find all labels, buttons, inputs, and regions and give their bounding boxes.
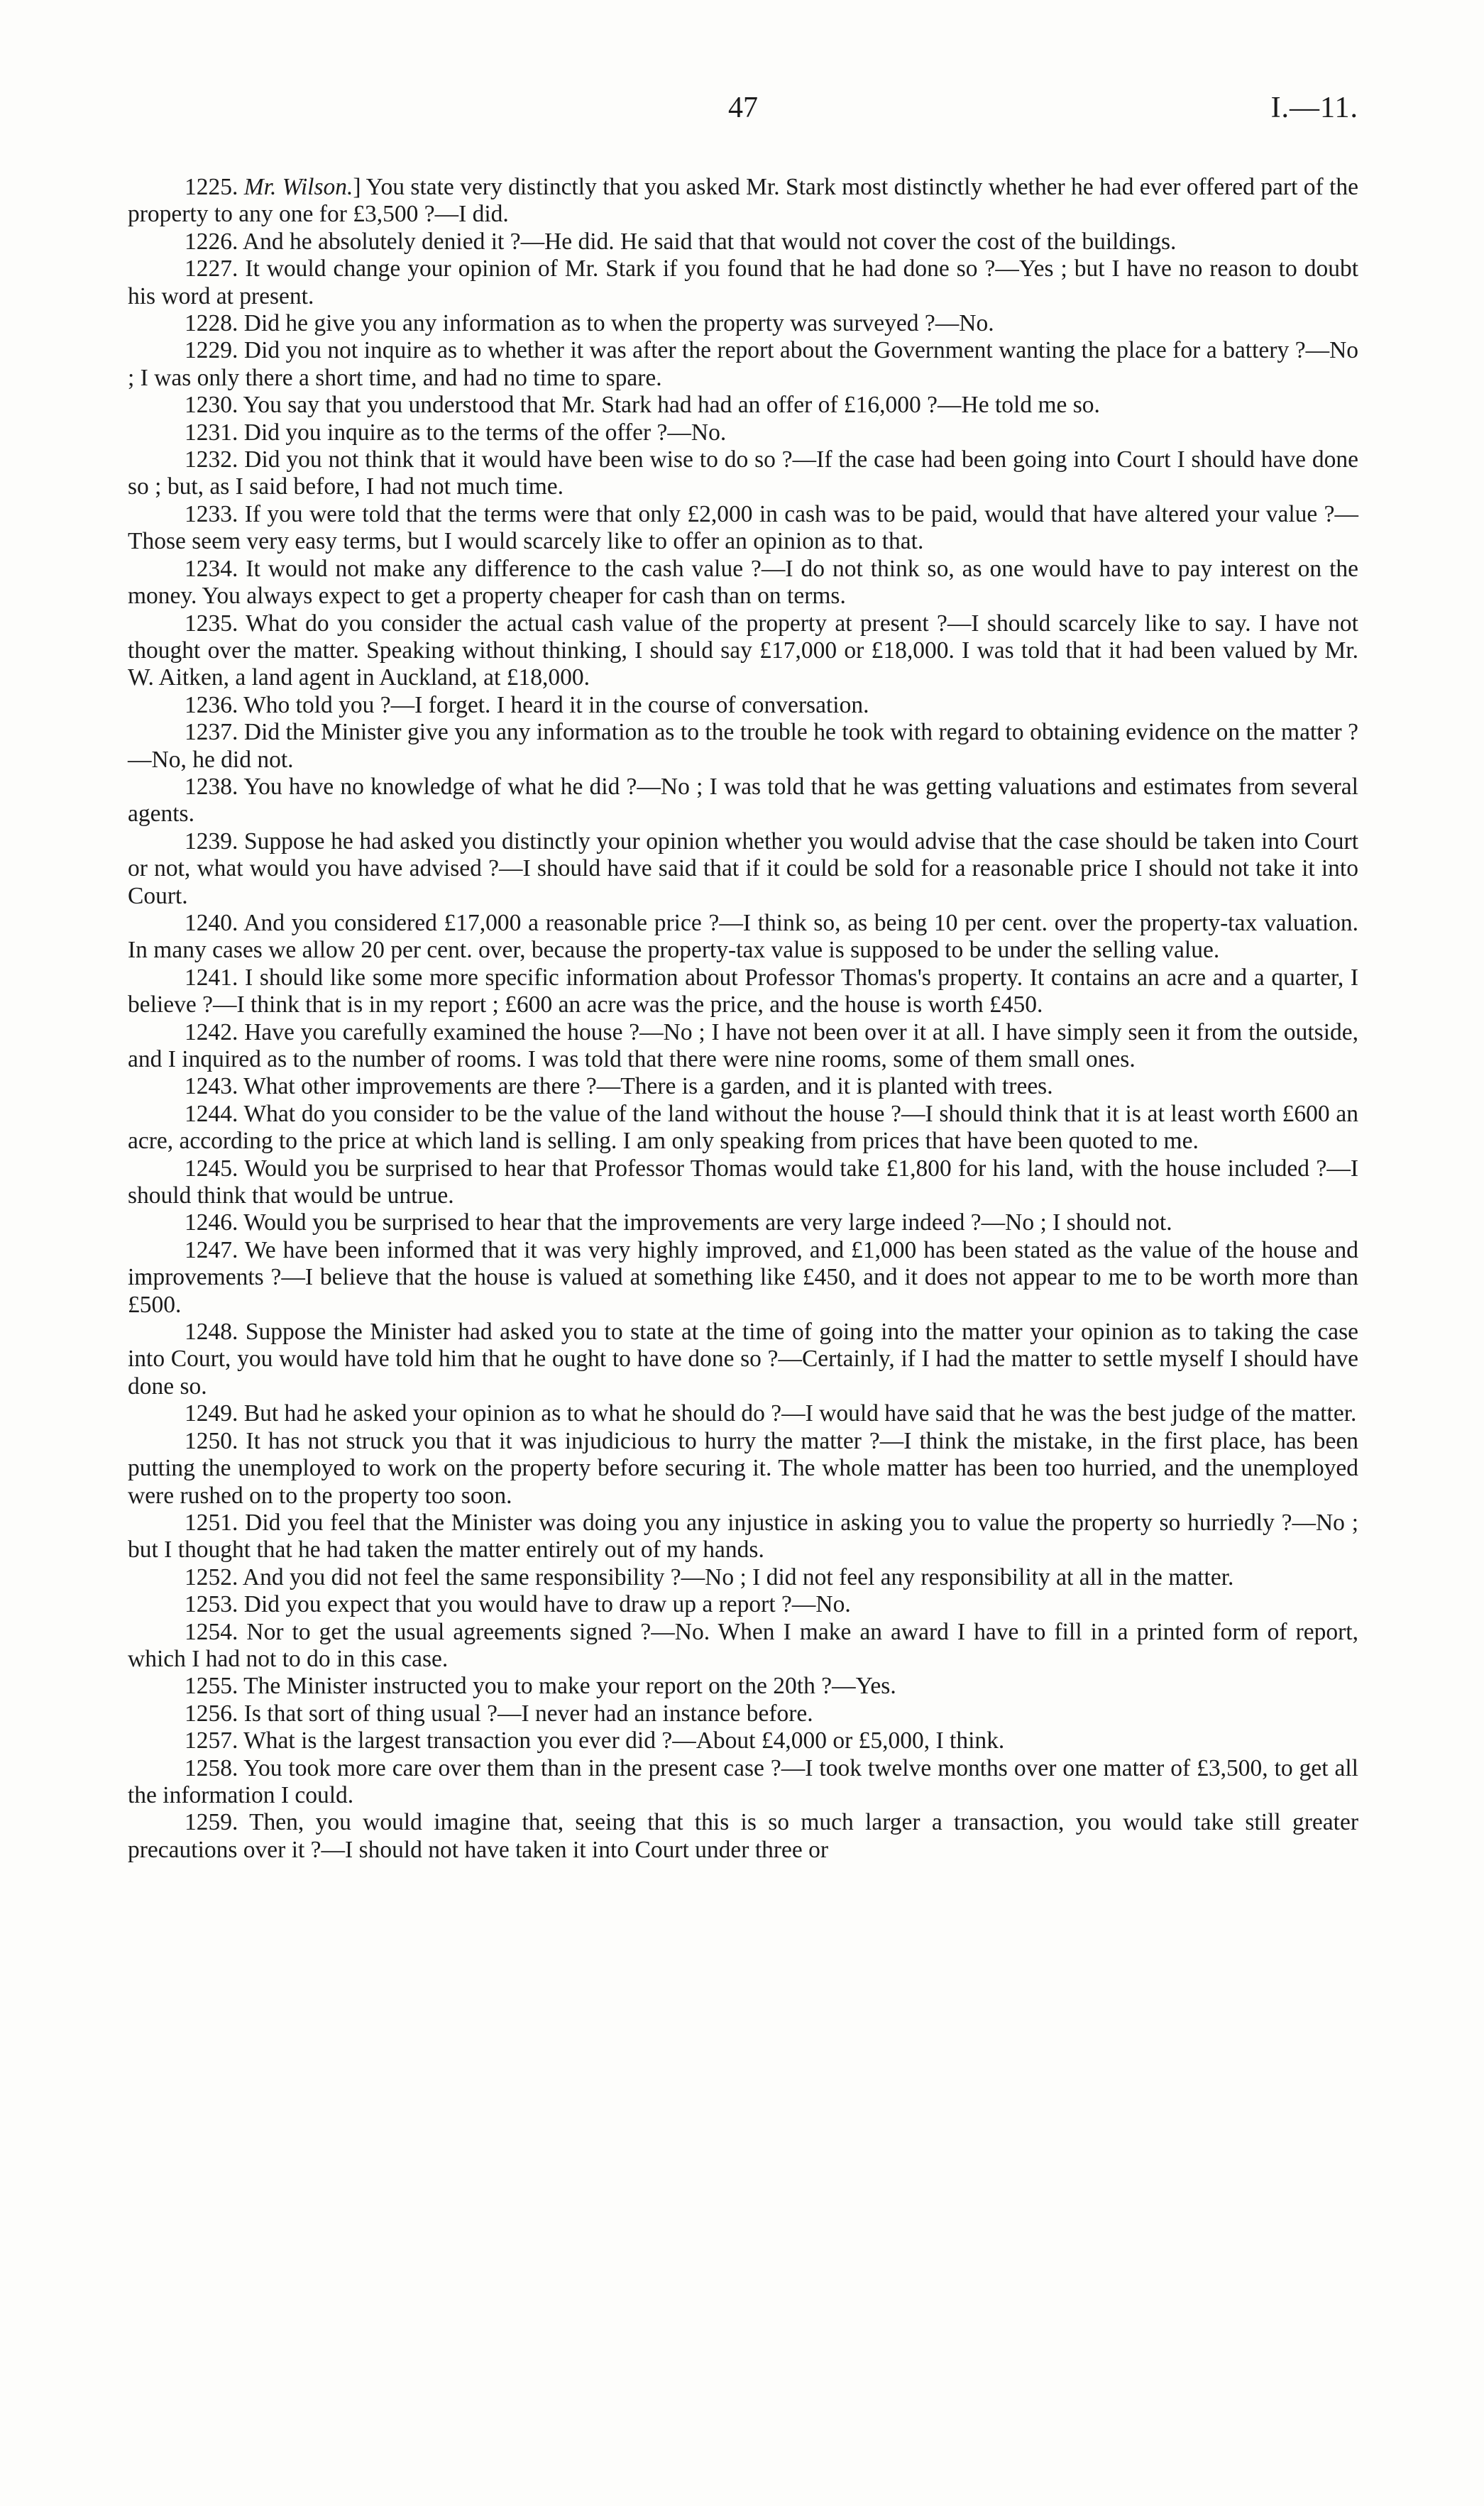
question-number: 1237.	[185, 719, 238, 746]
paragraph-text: And you considered £17,000 a reasonable price ?—I think so, as being 10 per cent. over the property-tax valuation. In many cases we allow 20 per cent. over, because the property-tax value is supposed to be under the selling value.	[128, 909, 1359, 964]
testimony-paragraph	[128, 1237, 1358, 1319]
paragraph-text: But had he asked your opinion as to what he should do ?—I would have said that he was the best judge of the matter.	[243, 1400, 1357, 1427]
testimony-paragraph	[128, 1155, 1358, 1210]
testimony-paragraph	[128, 910, 1358, 965]
testimony-paragraph	[128, 1510, 1358, 1564]
paragraph-text: What do you consider to be the value of the land without the house ?—I should think that it is at least worth £600 an acre, according to the price at which land is selling. I am only speaking from prices that have been quoted to me.	[128, 1100, 1358, 1155]
testimony-paragraph	[128, 692, 1358, 719]
testimony-paragraph	[128, 229, 1358, 255]
paragraph-text: What is the largest transaction you ever did ?—About £4,000 or £5,000, I think.	[243, 1727, 1005, 1754]
question-number: 1242.	[185, 1018, 238, 1045]
question-number: 1229.	[185, 337, 238, 364]
question-number: 1244.	[185, 1100, 238, 1127]
speaker-name: Mr. Wilson.	[243, 174, 353, 200]
testimony-paragraph	[128, 774, 1358, 828]
question-number: 1240.	[185, 909, 238, 936]
question-number: 1247.	[185, 1236, 238, 1263]
paragraph-text: What do you consider the actual cash value of the property at present ?—I should scarcely like to say. I have not thought over the matter. Speaking without thinking, I should say £17,000 or £18,000. I was told that it had been valued by Mr. W. Aitken, a land agent in Auckland, at £18,000.	[128, 610, 1358, 691]
question-number: 1234.	[185, 555, 238, 582]
question-number: 1248.	[185, 1319, 238, 1346]
testimony-paragraph	[128, 1673, 1358, 1700]
testimony-paragraph	[128, 337, 1358, 392]
question-number: 1238.	[185, 773, 238, 800]
question-number: 1246.	[185, 1209, 238, 1236]
question-number: 1243.	[185, 1073, 238, 1100]
testimony-paragraph	[128, 501, 1358, 556]
paragraph-text: ] You state very distinctly that you asked Mr. Stark most distinctly whether he had ever offered part of the property to any one for £3,500 ?—I did.	[128, 174, 1359, 228]
paragraph-text: It has not struck you that it was injudicious to hurry the matter ?—I think the mistake, in the first place, has been putting the unemployed to work on the property before securing it. The whole matter has been too hurried, and the unemployed were rushed on to the property too soon.	[128, 1427, 1358, 1509]
testimony-paragraph	[128, 1319, 1358, 1400]
testimony-paragraph	[128, 1073, 1358, 1100]
testimony-paragraph	[128, 828, 1358, 910]
question-number: 1227.	[185, 255, 238, 282]
testimony-paragraph	[128, 1809, 1358, 1864]
paragraph-text: You say that you understood that Mr. Stark had had an offer of £16,000 ?—He told me so.	[243, 392, 1100, 419]
testimony-paragraph	[128, 1727, 1358, 1754]
testimony-paragraph	[128, 610, 1358, 692]
question-number: 1226.	[185, 228, 238, 255]
paragraph-text: Did you inquire as to the terms of the offer ?—No.	[243, 419, 727, 446]
question-number: 1259.	[185, 1809, 238, 1836]
question-number: 1251.	[185, 1509, 238, 1536]
question-number: 1233.	[185, 500, 238, 527]
testimony-paragraph	[128, 1755, 1358, 1810]
paragraph-text: Who told you ?—I forget. I heard it in the course of conversation.	[243, 691, 869, 718]
question-number: 1245.	[185, 1155, 238, 1182]
testimony-paragraph	[128, 1619, 1358, 1674]
paragraph-text: Have you carefully examined the house ?—No ; I have not been over it at all. I have simply seen it from the outside, and I inquired as to the number of rooms. I was told that there were nine rooms, some of them small ones.	[128, 1018, 1359, 1072]
paragraph-text: Is that sort of thing usual ?—I never had an instance before.	[243, 1700, 813, 1727]
question-number: 1254.	[185, 1618, 238, 1645]
question-number: 1250.	[185, 1427, 238, 1454]
paragraph-text: I should like some more specific information about Professor Thomas's property. It contains an acre and a quarter, I believe ?—I think that is in my report ; £600 an acre was the price, and the house is worth £450.	[128, 964, 1359, 1018]
page-number: 47	[728, 92, 758, 124]
question-number: 1230.	[185, 392, 238, 419]
paragraph-text: And he absolutely denied it ?—He did. He said that that would not cover the cost of the buildings.	[242, 228, 1177, 255]
testimony-paragraph	[128, 419, 1358, 446]
testimony-paragraph	[128, 174, 1358, 229]
paragraph-text: Would you be surprised to hear that the improvements are very large indeed ?—No ; I should not.	[243, 1209, 1172, 1236]
paragraph-text: Suppose the Minister had asked you to state at the time of going into the matter your opinion as to taking the case into Court, you would have told him that he ought to have done so ?—Certainly, if I had the matter to settle myself I should have done so.	[128, 1319, 1359, 1400]
paragraph-text: If you were told that the terms were that only £2,000 in cash was to be paid, would that have altered your value ?—Those seem very easy terms, but I would scarcely like to offer an opinion as to that.	[128, 500, 1358, 555]
paper-reference: I.—11.	[1270, 92, 1358, 124]
paragraph-text: Did he give you any information as to when the property was surveyed ?—No.	[243, 310, 994, 337]
testimony-paragraph	[128, 1101, 1358, 1155]
paragraph-text: Then, you would imagine that, seeing that this is so much larger a transaction, you would take still greater precautions over it ?—I should not have taken it into Court under three or	[128, 1809, 1358, 1863]
paragraph-text: Did you not inquire as to whether it was after the report about the Government wanting the place for a battery ?—No ; I was only there a short time, and had no time to spare.	[128, 337, 1359, 391]
testimony-paragraph	[128, 1209, 1358, 1236]
page-header	[128, 91, 1358, 133]
question-number: 1225.	[185, 174, 238, 200]
paragraph-text: It would not make any difference to the cash value ?—I do not think so, as one would have to pay interest on the money. You always expect to get a property cheaper for cash than on terms.	[128, 555, 1359, 610]
question-number: 1255.	[185, 1673, 238, 1700]
paragraph-text: It would change your opinion of Mr. Stark if you found that he had done so ?—Yes ; but I have no reason to doubt his word at present.	[128, 255, 1359, 309]
question-number: 1236.	[185, 691, 238, 718]
testimony-paragraph	[128, 310, 1358, 337]
testimony-paragraph	[128, 255, 1358, 310]
paragraph-text: Did you expect that you would have to draw up a report ?—No.	[243, 1591, 851, 1618]
question-number: 1235.	[185, 610, 238, 637]
question-number: 1232.	[185, 446, 238, 473]
question-number: 1252.	[185, 1563, 238, 1590]
question-number: 1253.	[185, 1591, 238, 1618]
testimony-paragraph	[128, 392, 1358, 419]
question-number: 1256.	[185, 1700, 238, 1727]
question-number: 1258.	[185, 1754, 238, 1781]
paragraph-text: Did the Minister give you any information as to the trouble he took with regard to obtaining evidence on the matter ?—No, he did not.	[128, 719, 1358, 773]
testimony-paragraph	[128, 556, 1358, 610]
testimony-paragraph	[128, 1591, 1358, 1618]
paragraph-text: You took more care over them than in the present case ?—I took twelve months over one matter of £3,500, to get all the information I could.	[128, 1754, 1358, 1808]
testimony-paragraph	[128, 1019, 1358, 1074]
testimony-paragraph	[128, 1400, 1358, 1427]
paragraph-text: Nor to get the usual agreements signed ?—No. When I make an award I have to fill in a printed form of report, which I had not to do in this case.	[128, 1618, 1358, 1672]
testimony-paragraph	[128, 446, 1358, 501]
paragraph-text: Did you not think that it would have been wise to do so ?—If the case had been going into Court I should have done so ; but, as I said before, I had not much time.	[128, 446, 1358, 500]
paragraph-text: And you did not feel the same responsibility ?—No ; I did not feel any responsibility at all in the matter.	[242, 1563, 1234, 1590]
question-number: 1239.	[185, 828, 238, 854]
testimony-paragraph	[128, 719, 1358, 774]
paragraph-text: Would you be surprised to hear that Professor Thomas would take £1,800 for his land, with the house included ?—I should think that would be untrue.	[128, 1155, 1358, 1209]
paragraph-text: You have no knowledge of what he did ?—No ; I was told that he was getting valuations and estimates from several agents.	[128, 773, 1358, 828]
question-number: 1249.	[185, 1400, 238, 1427]
testimony-body	[128, 174, 1358, 1864]
question-number: 1231.	[185, 419, 238, 446]
paragraph-text: Suppose he had asked you distinctly your opinion whether you would advise that the case should be taken into Court or not, what would you have advised ?—I should have said that if it could be sold for a reasonable price I should not take it into Court.	[128, 828, 1359, 909]
question-number: 1241.	[185, 964, 238, 991]
testimony-paragraph	[128, 965, 1358, 1019]
question-number: 1228.	[185, 310, 238, 337]
testimony-paragraph	[128, 1564, 1358, 1591]
paragraph-text: The Minister instructed you to make your report on the 20th ?—Yes.	[243, 1673, 896, 1700]
paragraph-text: We have been informed that it was very highly improved, and £1,000 has been stated as the value of the house and improvements ?—I believe that the house is valued at something like £450, and it does not appear to me to be worth more than £500.	[128, 1236, 1358, 1318]
paragraph-text: Did you feel that the Minister was doing you any injustice in asking you to value the property so hurriedly ?—No ; but I thought that he had taken the matter entirely out of my hands.	[128, 1509, 1358, 1563]
testimony-paragraph	[128, 1700, 1358, 1727]
paragraph-text: What other improvements are there ?—There is a garden, and it is planted with trees.	[243, 1073, 1053, 1100]
question-number: 1257.	[185, 1727, 238, 1754]
testimony-paragraph	[128, 1428, 1358, 1510]
